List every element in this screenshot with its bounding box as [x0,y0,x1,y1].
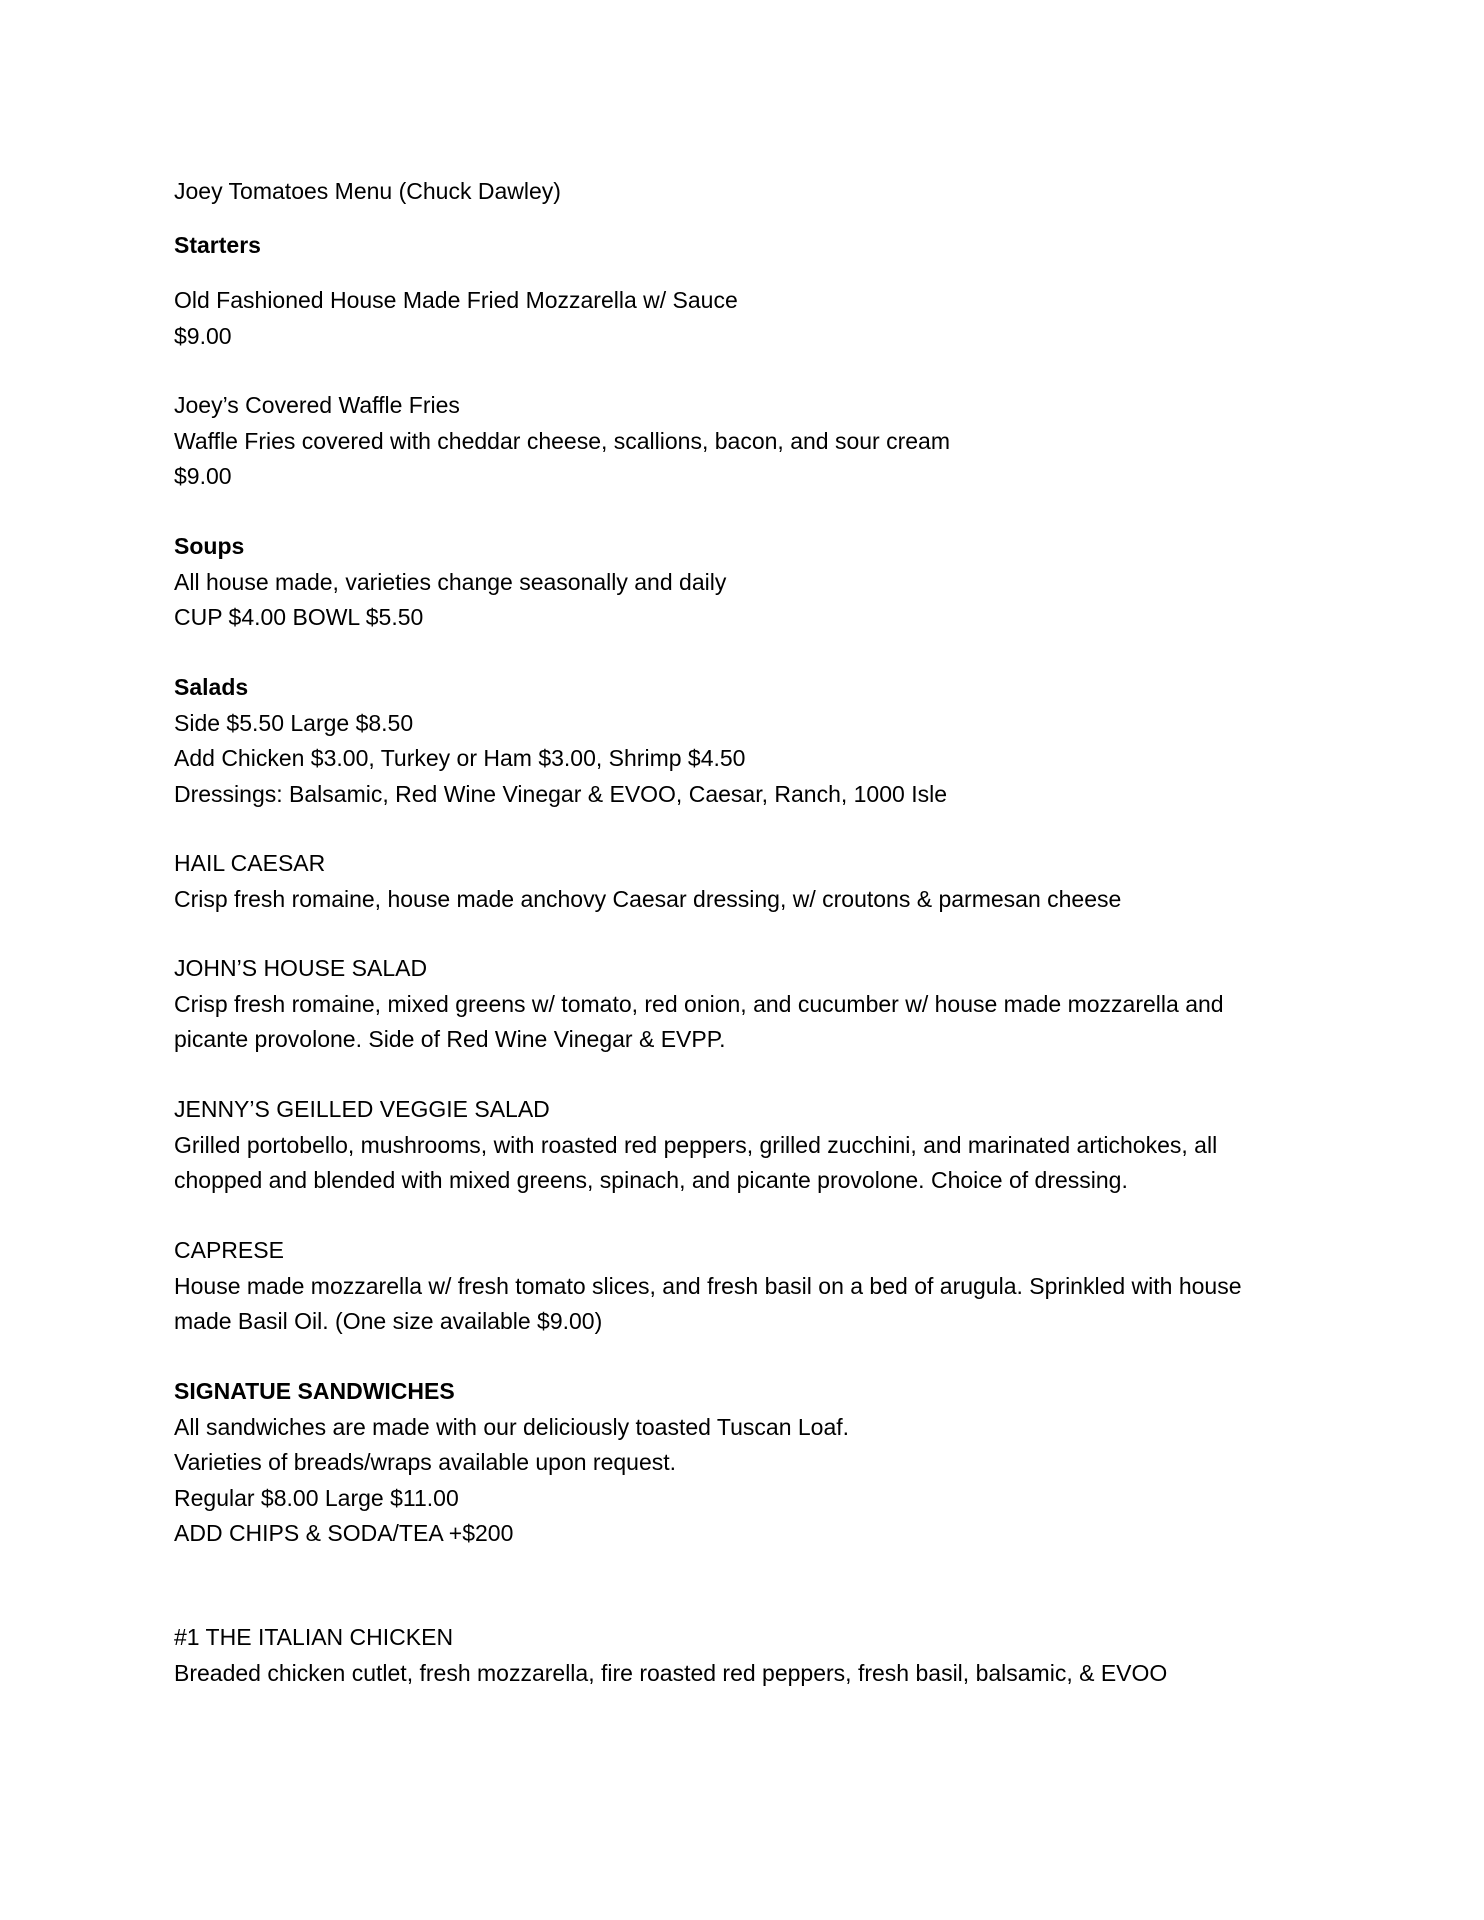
salad-item-name: JENNY’S GEILLED VEGGIE SALAD [174,1096,550,1122]
sandwiches-line: All sandwiches are made with our deliciously toasted Tuscan Loaf. [174,1413,850,1440]
soups-section [174,529,1334,636]
sandwiches-section [174,1374,1334,1552]
sandwiches-line: Varieties of breads/wraps available upon request. [174,1449,677,1475]
menu-title-block [174,174,1334,210]
starter-item-description: Waffle Fries covered with cheddar cheese, scallions, bacon, and sour cream [174,427,950,454]
salads-dressings: Dressings: Balsamic, Red Wine Vinegar & EVOO, Caesar, Ranch, 1000 Isle [174,780,947,807]
salads-section [174,670,1334,812]
starter-item-price: $9.00 [174,463,232,489]
salad-item-description: picante provolone. Side of Red Wine Vinegar & EVPP. [174,1026,726,1052]
salad-item-description: Crisp fresh romaine, mixed greens w/ tomato, red onion, and cucumber w/ house made mozzarella and [174,990,1224,1017]
salad-item-description: chopped and blended with mixed greens, spinach, and picante provolone. Choice of dressing. [174,1167,1128,1193]
starter-item-price: $9.00 [174,322,232,349]
soups-description: All house made, varieties change seasonally and daily [174,568,727,595]
salad-item-name: HAIL CAESAR [174,850,326,876]
sandwiches-prices: Regular $8.00 Large $11.00 [174,1484,459,1511]
salad-item-name: CAPRESE [174,1237,284,1263]
starter-item [174,283,1334,354]
salad-item [174,1233,1334,1340]
salad-item [174,1092,1334,1199]
sandwiches-heading: SIGNATUE SANDWICHES [174,1378,455,1404]
soups-prices: CUP $4.00 BOWL $5.50 [174,604,424,630]
salad-item-description: Crisp fresh romaine, house made anchovy Caesar dressing, w/ croutons & parmesan cheese [174,885,1122,912]
sandwich-item [174,1620,1334,1691]
salad-item [174,951,1334,1058]
menu-title: Joey Tomatoes Menu (Chuck Dawley) [174,178,561,204]
starters-heading-block [174,228,1334,264]
salad-item-description: Grilled portobello, mushrooms, with roasted red peppers, grilled zucchini, and marinated artichokes, all [174,1131,1218,1158]
starter-item [174,388,1334,495]
soups-heading: Soups [174,533,245,559]
salads-heading: Salads [174,674,249,700]
salad-item [174,846,1334,917]
salad-item-name: JOHN’S HOUSE SALAD [174,955,428,981]
starter-item-name: Joey’s Covered Waffle Fries [174,392,460,418]
salads-prices: Side $5.50 Large $8.50 [174,709,414,736]
sandwich-item-name: #1 THE ITALIAN CHICKEN [174,1624,454,1650]
sandwich-item-description: Breaded chicken cutlet, fresh mozzarella, fire roasted red peppers, fresh basil, balsamic, & EVOO [174,1659,1168,1686]
sandwiches-add-on: ADD CHIPS & SODA/TEA +$200 [174,1520,514,1546]
salad-item-description: made Basil Oil. (One size available $9.00) [174,1308,603,1334]
salads-add-ons: Add Chicken $3.00, Turkey or Ham $3.00, Shrimp $4.50 [174,745,746,771]
starter-item-name: Old Fashioned House Made Fried Mozzarella w/ Sauce [174,287,738,313]
salad-item-description: House made mozzarella w/ fresh tomato slices, and fresh basil on a bed of arugula. Sprinkled with house [174,1272,1242,1299]
starters-heading: Starters [174,232,261,258]
